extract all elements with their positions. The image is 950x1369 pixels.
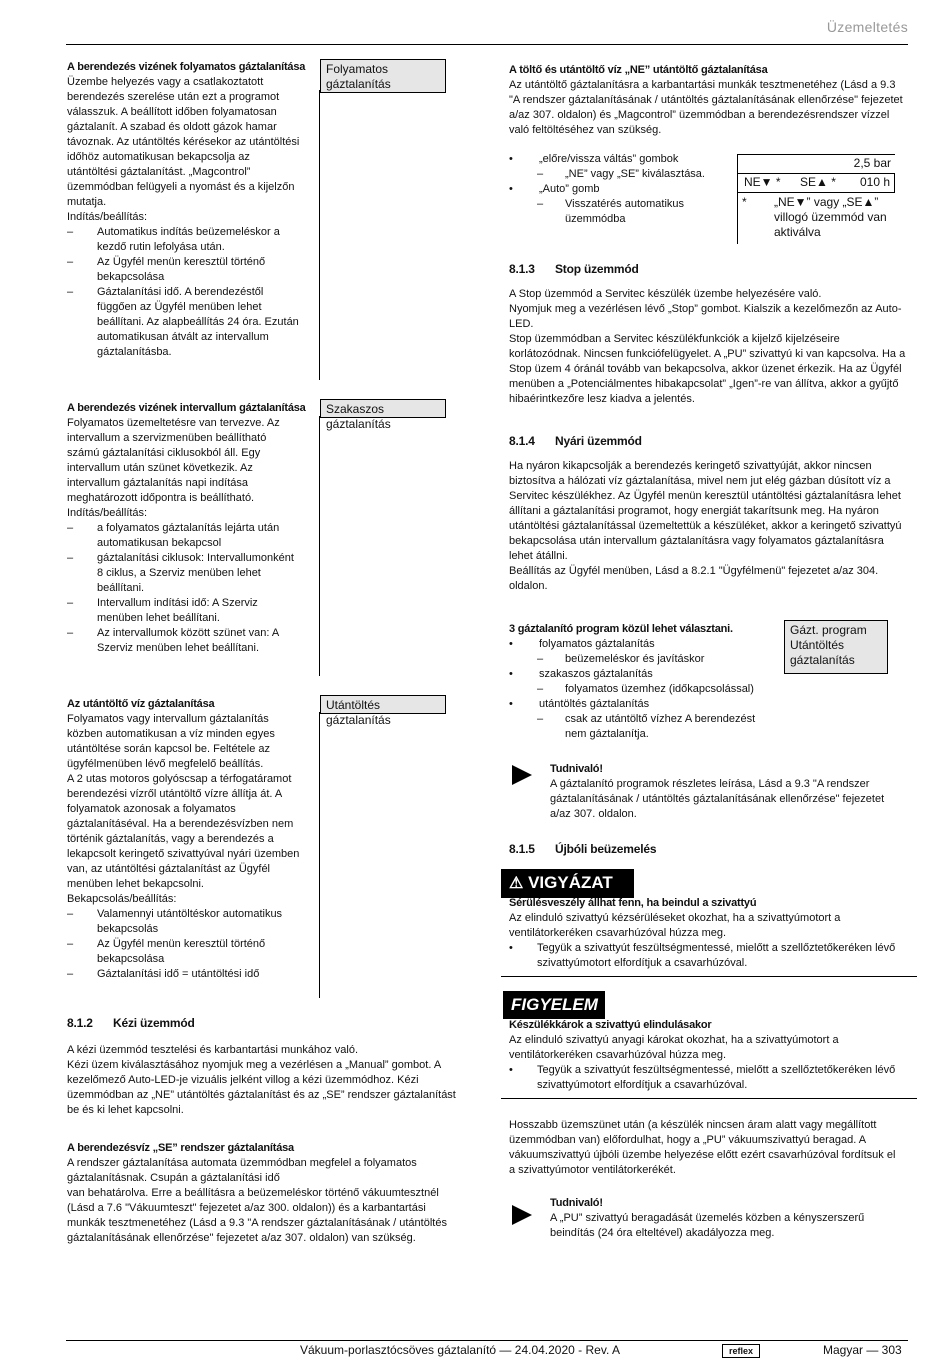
section-number: 8.1.4 <box>509 434 535 448</box>
section-interval-degassing <box>67 401 317 656</box>
list-item-text: Gáztalanítási idő = utántöltési idő <box>97 968 260 980</box>
list-item <box>67 551 317 596</box>
dash-marker: – <box>67 597 74 609</box>
section-number: 8.1.2 <box>67 1016 93 1030</box>
text-line: állítani a gáztalanítási programot, hogy energiát takarítsunk meg. Ha nyáron <box>509 505 879 517</box>
text-line: közben automatikusan a víz minden egyes <box>67 728 275 740</box>
text-line: A gáztalanító programok részletes leírása, Lásd a 9.3 "A rendszer <box>550 778 870 790</box>
list-item <box>67 285 317 360</box>
dash-marker: – <box>67 627 74 639</box>
ne-indicator: NE▼ * <box>744 175 781 189</box>
list-item-text: Automatikus indítás beüzemeléskor a <box>97 226 280 238</box>
text-line: Az elinduló szivattyú kézsérüléseket okozhat, ha a szivattyúmotort a <box>509 912 841 924</box>
text-line: van, az utántöltési gáztalanítást az Ügyfél <box>67 863 271 875</box>
list-item <box>67 596 317 626</box>
text-line: Bekapcsolás/beállítás: <box>67 893 177 905</box>
list-item-text: szakaszos gáztalanítás <box>539 668 653 680</box>
list-item <box>509 182 729 197</box>
arrow-note-2 <box>512 1205 532 1230</box>
box-refill: Utántöltés gáztalanítás <box>320 695 446 714</box>
text-line: Az utántöltő gáztalanításra a karbantartási munkák tesztmenetéhez (Lásd a 9.3 <box>509 79 896 91</box>
dash-marker: – <box>67 522 74 534</box>
section-title: Kézi üzemmód <box>113 1016 195 1030</box>
text-line: ügyfélmenüben lévő megfelelő beállítás. <box>67 758 264 770</box>
list-item-text: beállítani. <box>97 582 145 594</box>
text-line: A Stop üzemmód a Servitec készülék üzembe helyezésére való. <box>509 288 822 300</box>
text-line: menüben a „Potenciálmentes hibakapcsolat” „Igen”-re van állítva, akkor a gyűjtő <box>509 378 899 390</box>
text-line: gáztalanít. A szabad és oldott gázok hamar <box>67 121 277 133</box>
dash-marker: – <box>67 552 74 564</box>
section-title: A berendezés vizének intervallum gáztalanítása <box>67 402 306 414</box>
text-line: utántöltése során kapcsol be. Feltétele az <box>67 743 271 755</box>
text-line: Servitec készülékhez. Az Ügyfél menün keresztül utántöltési gáztalanításra lehet <box>509 490 901 502</box>
list-item <box>67 626 317 656</box>
list-item <box>509 682 779 697</box>
list-item-text: 8 ciklus, a Szerviz menüben lehet <box>97 567 261 579</box>
warning-title: Sérülésveszély állhat fenn, ha beindul a szivattyú <box>509 897 757 909</box>
list-item <box>509 697 779 712</box>
dash-marker: – <box>537 168 544 180</box>
text-line: ventilátorkeréken csavarhúzóval húzza meg. <box>509 1049 727 1061</box>
header-rule <box>66 44 908 45</box>
side-rule-1 <box>319 90 320 380</box>
list-item-text: folyamatos gáztalanítás <box>539 638 655 650</box>
text-line: meghatározott időpontra is beállítható. <box>67 492 255 504</box>
note-title: Tudnivaló! <box>550 763 603 775</box>
text-line: utántöltési gáztalanítással üzemeltettük a készüléket, akkor a keringető szivattyú <box>509 520 902 532</box>
text-line: a/az 307. oldalon. <box>550 808 637 820</box>
list-item <box>509 652 779 667</box>
side-rule-3 <box>319 712 320 998</box>
text-line: időhöz automatikusan bekapcsolja az <box>67 151 250 163</box>
list-item-text: Intervallum indítási idő: A Szerviz <box>97 597 258 609</box>
section-heading <box>509 842 909 857</box>
text-line: intervallum után szünet következik. Az <box>67 462 253 474</box>
note-programs <box>550 762 910 822</box>
text-line: lekapcsolt keringető szivattyúval nyári üzemben <box>67 848 300 860</box>
list-item-text: szivattyúmotort elfordítjuk a csavarhúzóval. <box>537 1079 748 1091</box>
text-line: Folyamatos vagy intervallum gáztalanítás <box>67 713 269 725</box>
list-item <box>67 225 317 255</box>
side-rule-2 <box>319 416 320 676</box>
list-item-text: bekapcsolás <box>97 923 159 935</box>
box-line: gáztalanítás <box>326 77 391 91</box>
section-system-degassing <box>67 1141 467 1246</box>
bullet-marker: • <box>509 942 513 954</box>
warning-rule <box>501 976 917 977</box>
box-program <box>784 620 888 674</box>
list-item-text: Az intervallumok között szünet van: A <box>97 627 280 639</box>
text-line: válasszuk. A beállított időben folyamatosan <box>67 106 277 118</box>
list-item-text: folyamatos üzemhez (időkapcsolással) <box>565 683 754 695</box>
list-item-text: „Auto” gomb <box>539 183 600 195</box>
list-item <box>509 1063 909 1093</box>
list-item <box>509 667 779 682</box>
arrow-note-1 <box>512 765 532 790</box>
dash-marker: – <box>67 938 74 950</box>
text-line: beindítás (24 óra elteltével) akadályozza meg. <box>550 1227 775 1239</box>
text-line: hibaérintkezőre lesz kiadva a jelentés. <box>509 393 695 405</box>
text-line: Hosszabb üzemszünet után (a készülék nincsen áram alatt vagy megállított <box>509 1119 877 1131</box>
dash-marker: – <box>67 908 74 920</box>
text-line: Az elinduló szivattyú anyagi károkat okozhat, ha a szivattyúmotort a <box>509 1034 839 1046</box>
list-item <box>509 197 729 227</box>
table-note: * „NE▼” vagy „SE▲” villogó üzemmód van aktiválva <box>738 193 895 240</box>
text-line: Kézi üzem kiválasztásához nyomjuk meg a vezérlésen a „Manual” gombot. A <box>67 1059 442 1071</box>
list-item-text: utántöltés gáztalanítás <box>539 698 650 710</box>
note-title: Tudnivaló! <box>550 1197 603 1209</box>
list-item-text: automatikusan átvált az intervallum <box>97 331 269 343</box>
section-heading <box>67 1016 467 1031</box>
list-item <box>67 937 317 967</box>
note-line: aktiválva <box>774 225 821 239</box>
text-line: A „PU” szivattyú beragadását üzemelés közben a kényszerszerű <box>550 1212 865 1224</box>
list-item-text: automatikusan bekapcsol <box>97 537 222 549</box>
dash-marker: – <box>537 198 544 210</box>
list-item <box>509 152 729 167</box>
box-line: Utántöltés <box>790 638 845 652</box>
section-restart <box>509 842 909 867</box>
text-line: számú gáztalanítási ciklusokból áll. Egy <box>67 447 261 459</box>
section-title: A berendezés vizének folyamatos gáztalanítása <box>67 61 306 73</box>
text-line: biztosítva a hálózati víz gáztalanítása, mivel nem jut elég gázban dúsított víz a <box>509 475 891 487</box>
list-item-text: Az Ügyfél menün keresztül történő <box>97 256 266 268</box>
dash-marker: – <box>537 713 544 725</box>
warning-title: Készülékkárok a szivattyú elindulásakor <box>509 1019 712 1031</box>
list-item-text: menüben lehet beállítani. <box>97 612 220 624</box>
caution-block <box>509 1018 909 1093</box>
note-line: „NE▼” vagy „SE▲” <box>774 195 879 209</box>
text-line: oldalon. <box>509 580 548 592</box>
text-line: üzemmódban van) előfordulhat, hogy a „PU” vákuumszivattyú beragad. A <box>509 1134 867 1146</box>
list-item <box>67 521 317 551</box>
warning-label: ⚠ VIGYÁZAT <box>501 869 634 898</box>
text-line: Nyomjuk meg a vezérlésen lévő „Stop” gombot. Kialszik a kezelőmezőn az Auto- <box>509 303 902 315</box>
section-refill-degassing <box>67 697 317 982</box>
text-line: gáztalanításnak. Csupán a gáztalanítási idő <box>67 1172 280 1184</box>
text-line: LED. <box>509 318 534 330</box>
text-line: Ha nyáron kikapcsolják a berendezés keringető szivattyúját, akkor nincsen <box>509 460 872 472</box>
list-item <box>509 637 779 652</box>
text-line: A rendszer gáztalanítása automata üzemmódban megfelel a folyamatos <box>67 1157 417 1169</box>
text-line: mutatja. <box>67 196 107 208</box>
dash-marker: – <box>67 286 74 298</box>
text-line: Beállítás az Ügyfél menüben, Lásd a 8.2.1 "Ügyfélmenü" fejezetet a/az 304. <box>509 565 879 577</box>
list-item-text: bekapcsolása <box>97 953 165 965</box>
list-item <box>67 907 317 937</box>
hours-value: 010 h <box>859 175 890 189</box>
list-item-text: üzemmódba <box>565 213 626 225</box>
text-line: Folyamatos üzemeltetésre van tervezve. Az <box>67 417 280 429</box>
text-line: ventilátorkeréken csavarhúzóval húzza meg. <box>509 927 727 939</box>
section-title: A berendezésvíz „SE” rendszer gáztalanítása <box>67 1142 294 1154</box>
list-item-text: nem gáztalanítja. <box>565 728 649 740</box>
section-programs <box>509 622 779 742</box>
section-manual-mode <box>67 1016 467 1118</box>
dash-marker: – <box>67 968 74 980</box>
box-line: gáztalanítás <box>790 653 855 667</box>
text-line: korlátozódnak. Nincsen funkciófelügyelet. A „PU” szivattyú ki van kapcsolva. Ha a <box>509 348 906 360</box>
list-item <box>509 941 909 971</box>
dash-marker: – <box>67 226 74 238</box>
text-line: a/az 307. oldalon) és „Magcontrol” üzemmódban a berendezésrendszer vízzel <box>509 109 890 121</box>
text-line: bekapcsolása után intervallum gáztalanításra vagy folyamatos gáztalanításra <box>509 535 884 547</box>
mode-row <box>738 173 895 193</box>
dash-marker: – <box>67 256 74 268</box>
text-line: a szivattyúmotor ventilátorkerékét. <box>509 1164 676 1176</box>
section-title: 3 gáztalanító program közül lehet választani. <box>509 623 733 635</box>
text-line: való feltöltéséhez van szükség. <box>509 124 662 136</box>
section-summer-mode <box>509 434 909 594</box>
se-indicator: SE▲ * <box>800 175 836 189</box>
list-item-text: Az Ügyfél menün keresztül történő <box>97 938 266 950</box>
box-continuous <box>320 59 446 93</box>
text-line: be és ki lehet kapcsolni. <box>67 1104 184 1116</box>
list-item-text: gáztalanításba. <box>97 346 172 358</box>
bullet-marker: • <box>509 698 513 710</box>
caution-label: FIGYELEM <box>503 991 605 1019</box>
ne-se-list <box>509 152 729 227</box>
text-line: A 2 utas motoros golyóscsap a térfogatáramot <box>67 773 292 785</box>
bullet-marker: • <box>509 638 513 650</box>
list-item-text: „NE” vagy „SE” kiválasztása. <box>565 168 705 180</box>
dash-marker: – <box>537 653 544 665</box>
text-line: történik gáztalanítás, vagy a berendezés a <box>67 833 274 845</box>
section-stop-mode <box>509 262 909 407</box>
text-line: gáztalanításának / utántöltés gáztalanításának ellenőrzése" fejezetet <box>550 793 885 805</box>
text-line: "A rendszer gáztalanításának / utántöltés gáztalanításának ellenőrzése" fejezetet <box>509 94 903 106</box>
list-item-text: csak az utántöltő vízhez A berendezést <box>565 713 756 725</box>
text-line: Üzembe helyezés vagy a csatlakoztatott <box>67 76 264 88</box>
note-line: villogó üzemmód van <box>774 210 887 224</box>
section-long-downtime <box>509 1118 909 1178</box>
text-line: intervallum gáztalanítás napi indítása <box>67 477 248 489</box>
list-item-text: „előre/vissza váltás” gombok <box>539 153 679 165</box>
box-line: Gázt. program <box>790 623 867 637</box>
list-item-text: Valamennyi utántöltéskor automatikus <box>97 908 283 920</box>
text-line: Stop üzemmódban a Servitec készülékfunkciók a kijelző kijelzéseire <box>509 333 840 345</box>
list-item <box>509 167 729 182</box>
section-title: Stop üzemmód <box>555 262 639 276</box>
section-title: Nyári üzemmód <box>555 434 642 448</box>
text-line: A kézi üzemmód tesztelési és karbantartási munkához való. <box>67 1044 359 1056</box>
bullet-marker: • <box>509 1064 513 1076</box>
list-item <box>509 712 779 742</box>
section-title: Újbóli beüzemelés <box>555 842 657 856</box>
warning-block <box>509 896 909 971</box>
box-line: Folyamatos <box>326 62 389 76</box>
list-item-text: Tegyük a szivattyút feszültségmentessé, mielőtt a szellőztetőkeréken lévő <box>537 942 896 954</box>
bullet-marker: • <box>509 183 513 195</box>
text-line: intervallum a szervizmenüben beállítható <box>67 432 267 444</box>
section-continuous-degassing <box>67 60 317 360</box>
section-heading <box>509 262 909 277</box>
list-item-text: Szerviz menüben lehet beállítani. <box>97 642 260 654</box>
text-line: üzemmódban az „NE” utántöltés gáztalanítást és az „SE” rendszer gáztalanítást <box>67 1089 456 1101</box>
text-line: kezelőmező Auto-LED-je vizuális jelként villog a kézi üzemmódhoz. Kézi <box>67 1074 419 1086</box>
pressure-value: 2,5 bar <box>738 154 895 173</box>
text-line: gáztalanításéval. Ha a berendezésvízben nem <box>67 818 294 830</box>
page-number: Magyar — 303 <box>823 1343 902 1357</box>
section-title: A töltő és utántöltő víz „NE” utántöltő gáztalanítása <box>509 64 768 76</box>
list-item-text: beüzemeléskor és javításkor <box>565 653 705 665</box>
text-line: vákuumszivattyú újbóli üzembe helyezése előtt ezért csavarhúzóval fordítsuk el <box>509 1149 896 1161</box>
text-line: menüben lehet bekapcsolni. <box>67 878 204 890</box>
text-line: folyamatok azonosak a folyamatos <box>67 803 236 815</box>
list-item-text: Visszatérés automatikus <box>565 198 685 210</box>
section-heading <box>509 434 909 449</box>
list-item-text: kezdő rutin lefolyása után. <box>97 241 225 253</box>
list-item-text: beállítani. Az alapbeállítás 24 óra. Ezután <box>97 316 299 328</box>
list-item-text: Gáztalanítási idő. A berendezéstől <box>97 286 264 298</box>
text-line: távoznak. Az utántöltés kérésekor az utántöltési <box>67 136 300 148</box>
text-line: berendezés szerelése után ezt a programot <box>67 91 280 103</box>
list-item <box>67 967 317 982</box>
text-line: Indítás/beállítás: <box>67 211 148 223</box>
list-item-text: szivattyúmotort elfordítjuk a csavarhúzóval. <box>537 957 748 969</box>
bullet-marker: • <box>509 153 513 165</box>
list-item-text: a folyamatos gáztalanítás lejárta után <box>97 522 280 534</box>
list-item-text: Tegyük a szivattyút feszültségmentessé, mielőtt a szellőztetőkeréken lévő <box>537 1064 896 1076</box>
text-line: munkák tesztmenetéhez (Lásd a 9.3 "A rendszer gáztalanításának / utántöltés <box>67 1217 447 1229</box>
warning-triangle-icon: ⚠ <box>509 875 524 892</box>
text-line: utántöltési gáztalanítást. „Magcontrol” <box>67 166 251 178</box>
note-pump <box>550 1196 910 1241</box>
section-number: 8.1.3 <box>509 262 535 276</box>
text-line: van behatárolva. Erre a beállításra a beüzemeléskor történő vákuumtesztnél <box>67 1187 439 1199</box>
bullet-marker: • <box>509 668 513 680</box>
list-item <box>67 255 317 285</box>
text-line: üzemmódban felügyeli a nyomást és a kijelzőn <box>67 181 295 193</box>
caution-rule <box>501 1098 917 1099</box>
list-item-text: függően az Ügyfél menüben lehet <box>97 301 262 313</box>
text-line: lehet átállni. <box>509 550 568 562</box>
section-number: 8.1.5 <box>509 842 535 856</box>
box-interval: Szakaszos gáztalanítás <box>320 399 446 418</box>
reflex-logo: reflex <box>722 1344 760 1358</box>
footer-title: Vákuum-porlasztócsöves gáztalanító — 24.04.2020 - Rev. A <box>300 1343 620 1357</box>
text-line: (Lásd a 7.6 "Vákuumteszt" fejezetet a/az 300. oldalon)) és a karbantartási <box>67 1202 426 1214</box>
list-item-text: gáztalanítási ciklusok: Intervallumonként <box>97 552 294 564</box>
page-header-title: Üzemeltetés <box>826 19 908 35</box>
text-line: berendezési vízről utántöltő vízre állítja át. A <box>67 788 283 800</box>
footer-rule <box>66 1340 908 1341</box>
text-line: gáztalanításának ellenőrzése" fejezetet a/az 307. oldalon) van szükség. <box>67 1232 416 1244</box>
display-table <box>737 154 895 244</box>
text-line: Stop üzem 4 óránál tovább van bekapcsolva, akkor üzenet érkezik. Ha az Ügyfél <box>509 363 902 375</box>
list-item-text: bekapcsolása <box>97 271 165 283</box>
dash-marker: – <box>537 683 544 695</box>
section-title: Az utántöltő víz gáztalanítása <box>67 698 215 710</box>
text-line: Indítás/beállítás: <box>67 507 148 519</box>
